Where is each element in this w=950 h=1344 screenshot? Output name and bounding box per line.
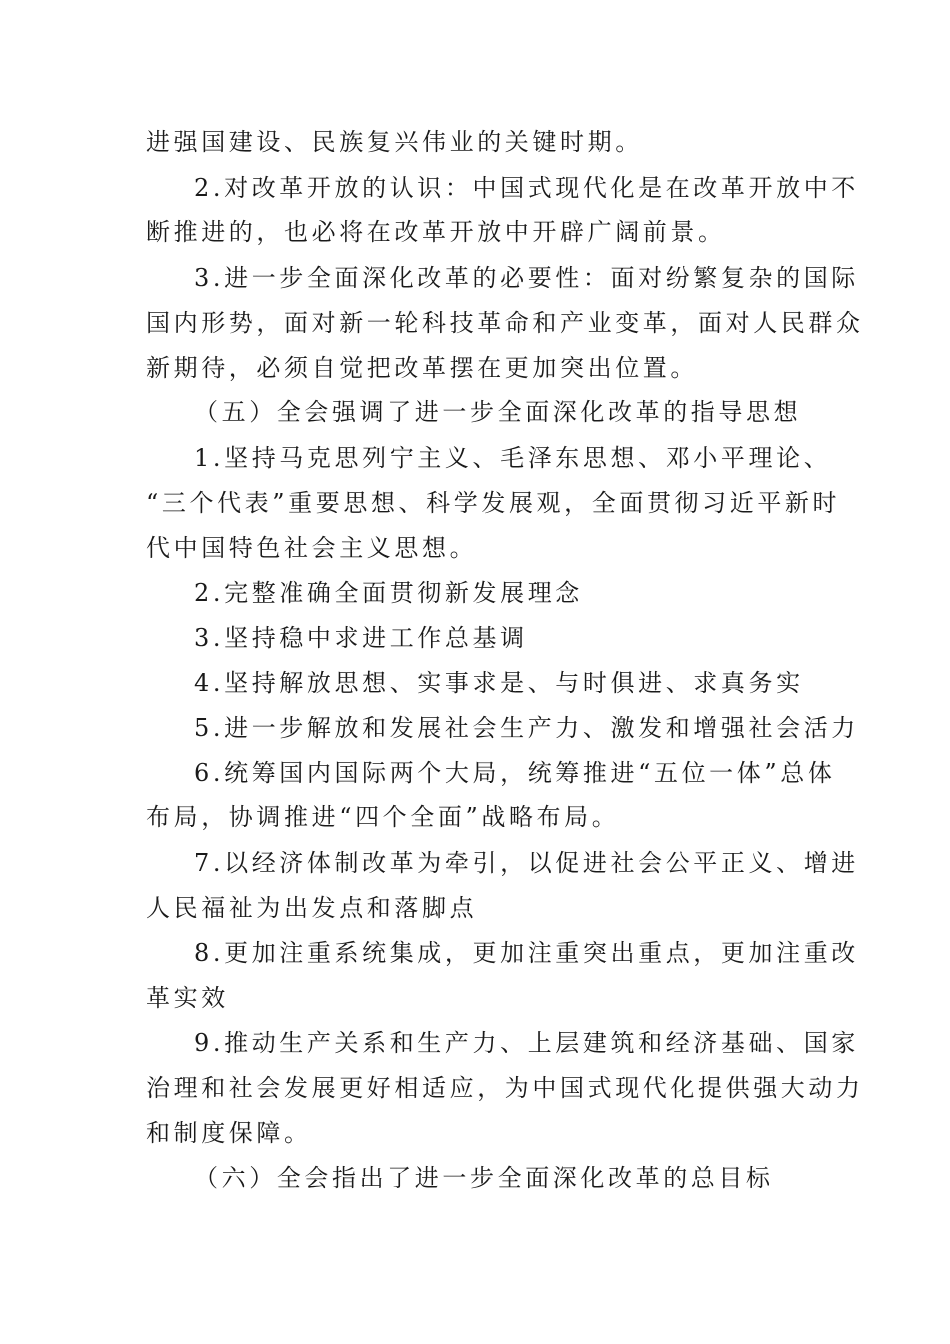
text-line: 8.更加注重系统集成，更加注重突出重点，更加注重改: [194, 939, 859, 967]
text-line: 7.以经济体制改革为牵引，以促进社会公平正义、增进: [194, 849, 859, 877]
text-line: 和制度保障。: [146, 1119, 312, 1147]
text-line: 布局，协调推进“四个全面”战略布局。: [146, 803, 620, 831]
text-line: 2.对改革开放的认识：中国式现代化是在改革开放中不: [194, 174, 859, 202]
text-line: 进强国建设、民族复兴伟业的关键时期。: [146, 128, 643, 156]
text-line: 国内形势，面对新一轮科技革命和产业变革，面对人民群众: [146, 309, 864, 337]
text-line: 革实效: [146, 984, 229, 1012]
text-line: 5.进一步解放和发展社会生产力、激发和增强社会活力: [194, 714, 859, 742]
text-line: 人民福祉为出发点和落脚点: [146, 894, 478, 922]
text-line: 1.坚持马克思列宁主义、毛泽东思想、邓小平理论、: [194, 444, 832, 472]
text-line: 3.进一步全面深化改革的必要性：面对纷繁复杂的国际: [194, 264, 859, 292]
text-line: 3.坚持稳中求进工作总基调: [194, 624, 528, 652]
text-line: 断推进的，也必将在改革开放中开辟广阔前景。: [146, 218, 726, 246]
section-heading: （六）全会指出了进一步全面深化改革的总目标: [194, 1164, 774, 1192]
text-line: 4.坚持解放思想、实事求是、与时俱进、求真务实: [194, 669, 804, 697]
section-heading: （五）全会强调了进一步全面深化改革的指导思想: [194, 398, 802, 426]
text-line: 新期待，必须自觉把改革摆在更加突出位置。: [146, 354, 698, 382]
text-line: 代中国特色社会主义思想。: [146, 534, 478, 562]
text-line: “三个代表”重要思想、科学发展观，全面贯彻习近平新时: [146, 489, 841, 517]
text-line: 2.完整准确全面贯彻新发展理念: [194, 579, 583, 607]
text-line: 9.推动生产关系和生产力、上层建筑和经济基础、国家: [194, 1029, 859, 1057]
text-line: 6.统筹国内国际两个大局，统筹推进“五位一体”总体: [194, 759, 836, 787]
text-line: 治理和社会发展更好相适应，为中国式现代化提供强大动力: [146, 1074, 864, 1102]
